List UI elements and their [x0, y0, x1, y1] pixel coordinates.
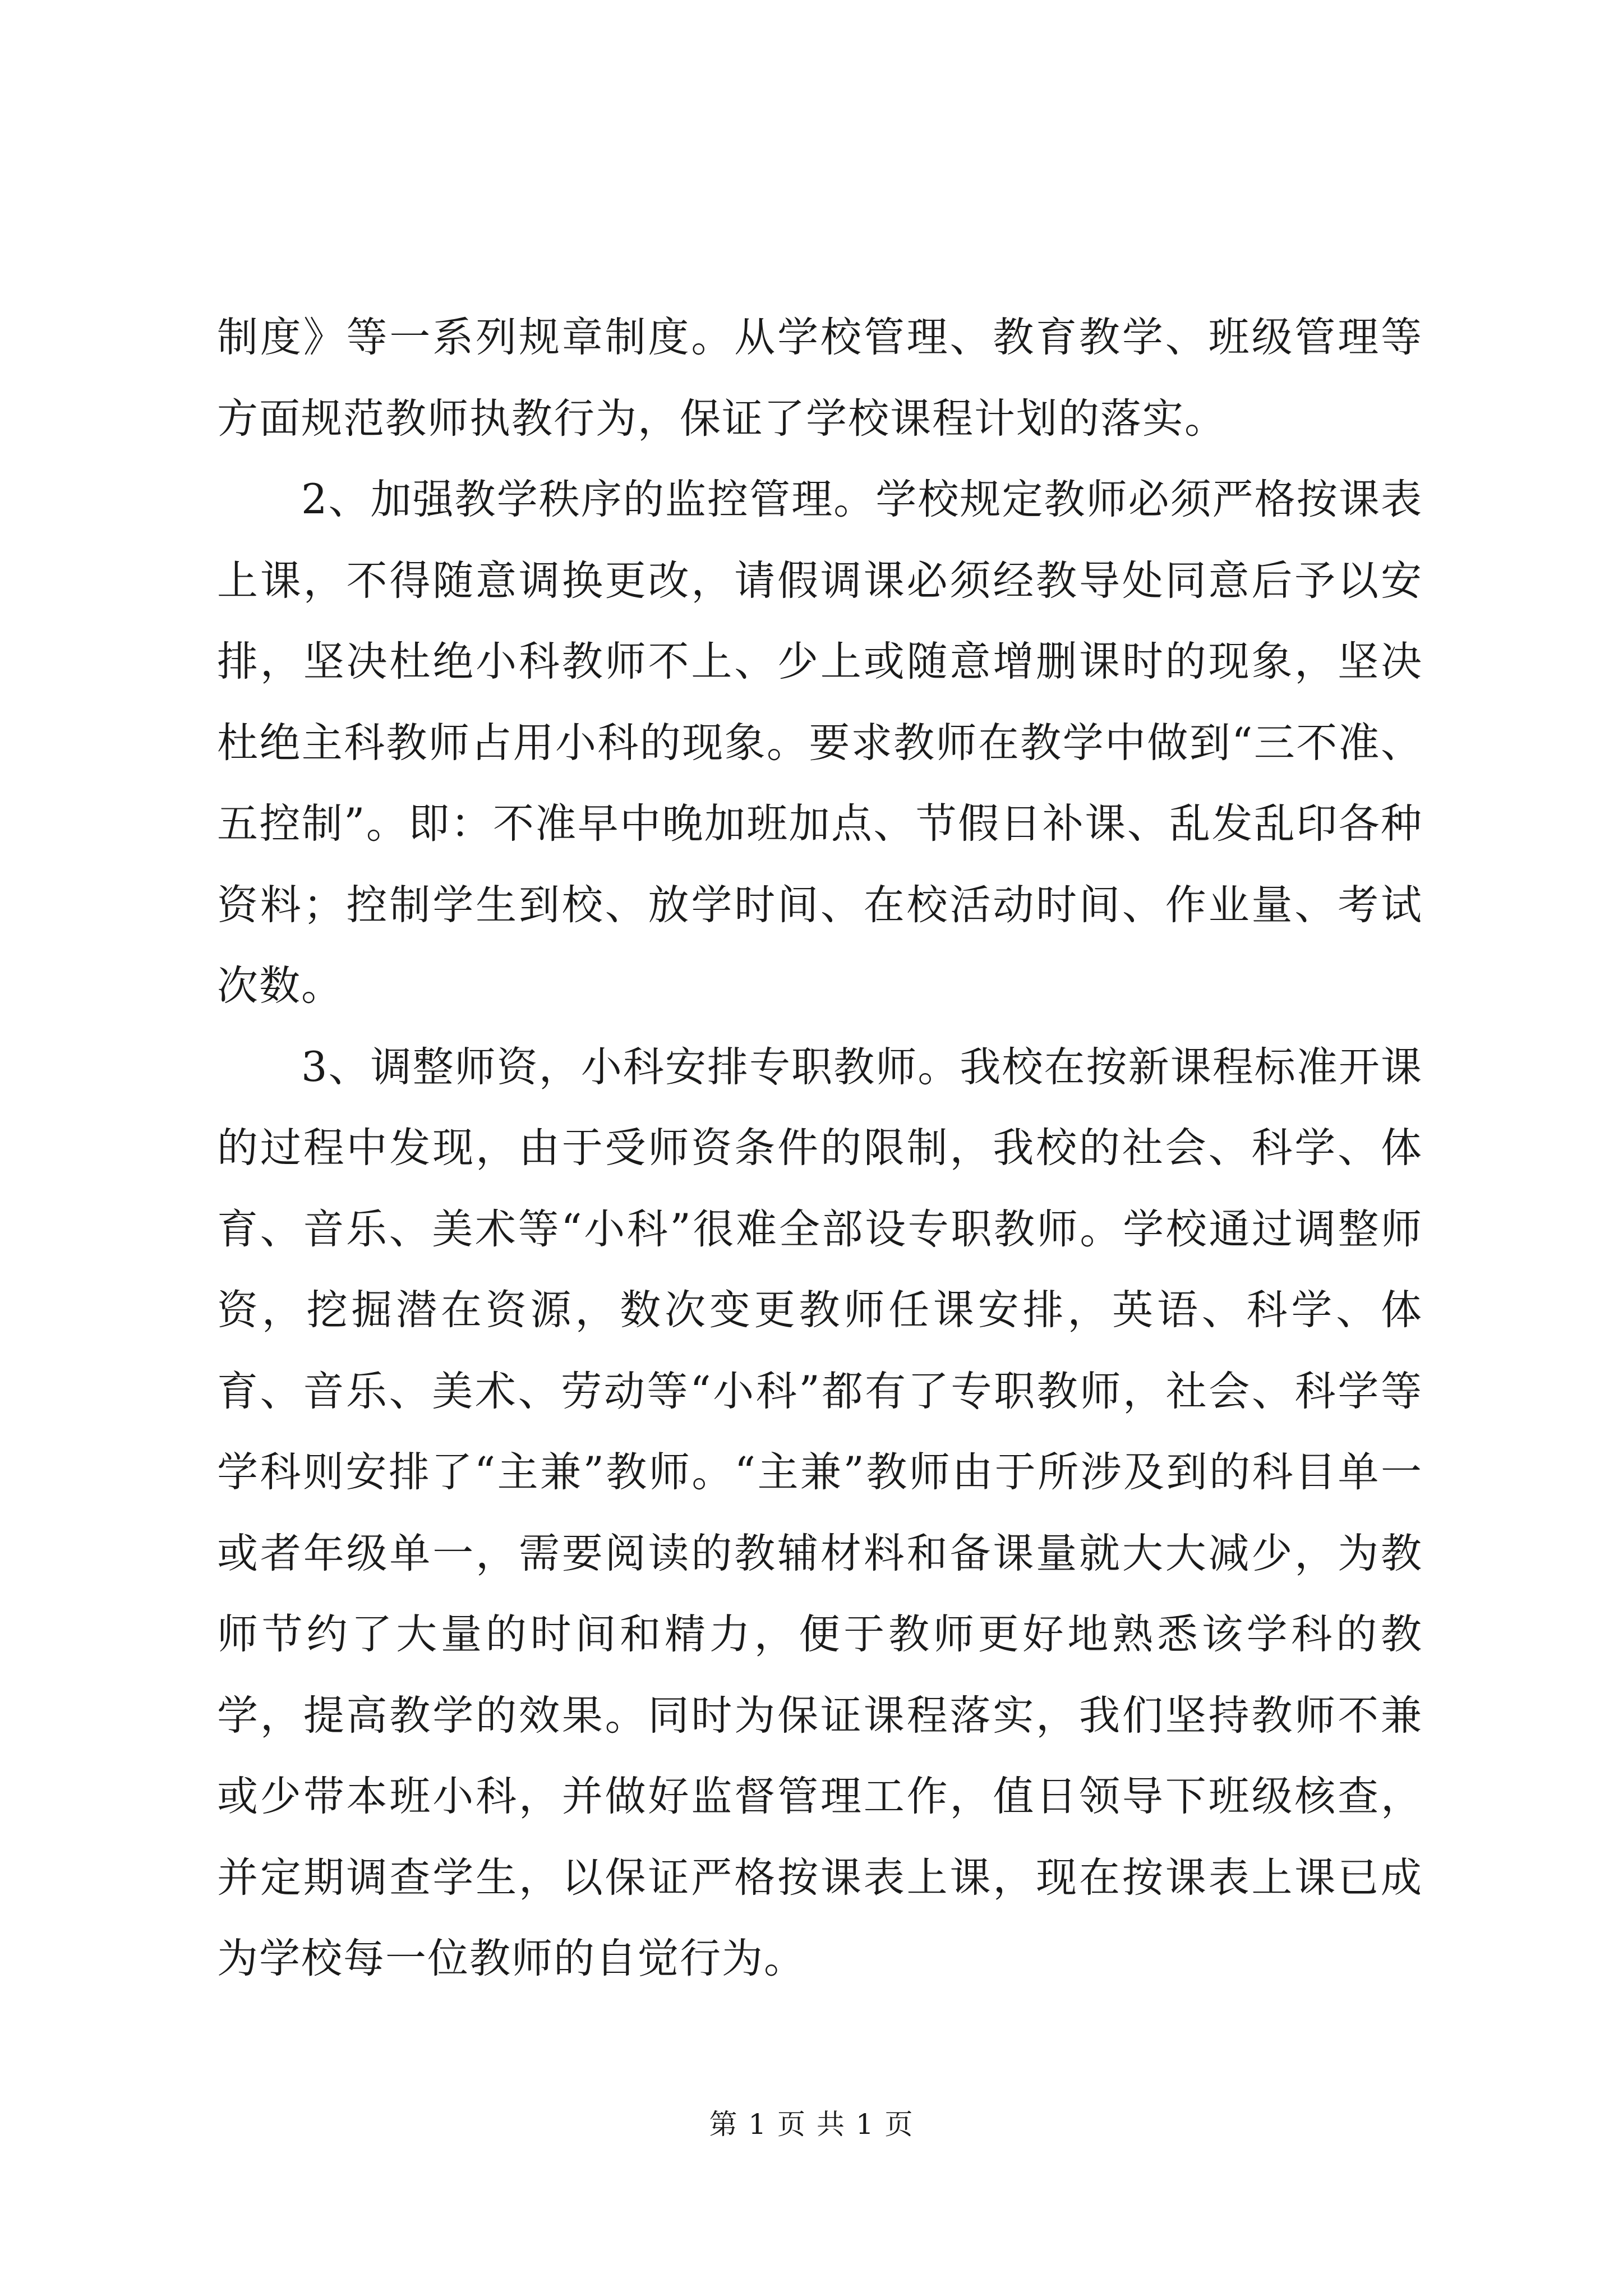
paragraph-item-2: 2、加强教学秩序的监控管理。学校规定教师必须严格按课表上课，不得随意调换更改，请假调课必须经教导处同意后予以安排，坚决杜绝小科教师不上、少上或随意增删课时的现象，坚决杜绝主科教师占用小科的现象。要求教师在教学中做到“三不准、五控制”。即：不准早中晚加班加点、节假日补课、乱发乱印各种资料；控制学生到校、放学时间、在校活动时间、作业量、考试次数。 [217, 476, 1423, 1010]
document-body [217, 297, 1423, 2000]
paragraph-item-3: 3、调整师资，小科安排专职教师。我校在按新课程标准开课的过程中发现，由于受师资条件的限制，我校的社会、科学、体育、音乐、美术等“小科”很难全部设专职教师。学校通过调整师资，挖掘潜在资源，数次变更教师任课安排，英语、科学、体育、音乐、美术、劳动等“小科”都有了专职教师，社会、科学等学科则安排了“主兼”教师。“主兼”教师由于所涉及到的科目单一或者年级单一，需要阅读的教辅材料和备课量就大大减少，为教师节约了大量的时间和精力，便于教师更好地熟悉该学科的教学，提高教学的效果。同时为保证课程落实，我们坚持教师不兼或少带本班小科，并做好监督管理工作，值日领导下班级核查，并定期调查学生，以保证严格按课表上课，现在按课表上课已成为学校每一位教师的自觉行为。 [217, 1043, 1423, 1982]
paragraph-continuation: 制度》等一系列规章制度。从学校管理、教育教学、班级管理等方面规范教师执教行为，保证了学校课程计划的落实。 [217, 314, 1423, 443]
page-footer: 第 1 页 共 1 页 [709, 2108, 914, 2141]
